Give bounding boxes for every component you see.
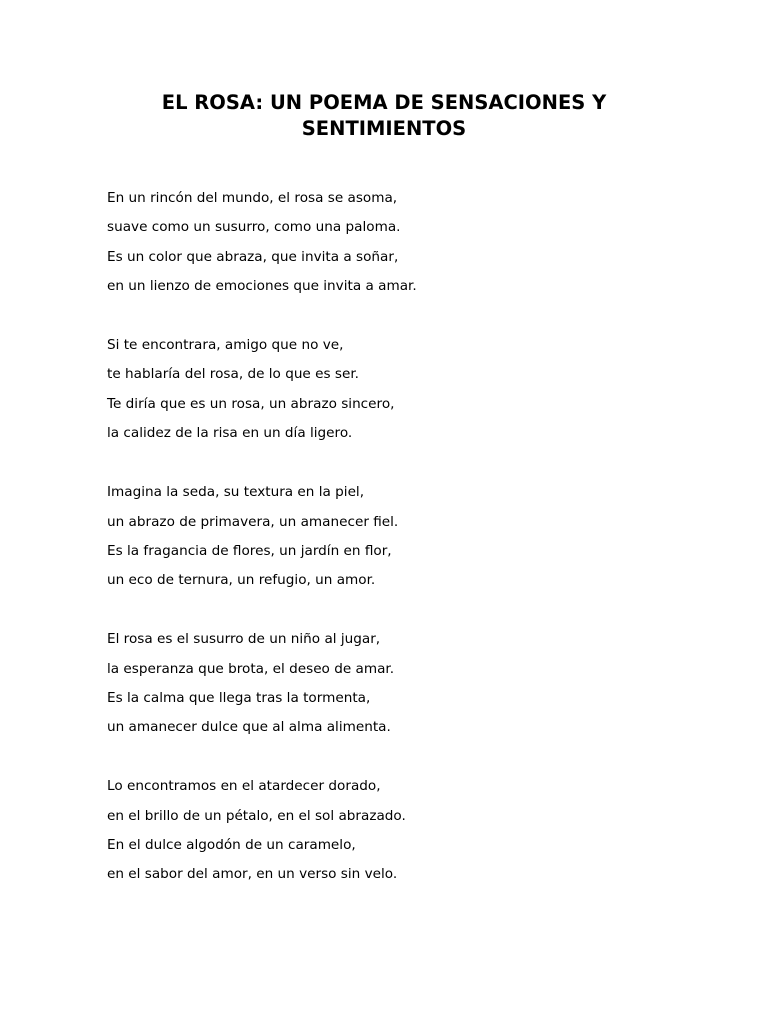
verse-line: en el brillo de un pétalo, en el sol abrazado. <box>107 807 406 824</box>
verse-line: un abrazo de primavera, un amanecer fiel. <box>107 513 399 530</box>
poem-title-line-2: SENTIMIENTOS <box>301 117 467 140</box>
verse-line: en un lienzo de emociones que invita a amar. <box>107 278 417 295</box>
verse-line: Imagina la seda, su textura en la piel, <box>107 484 365 501</box>
stanza-3 <box>107 478 707 596</box>
verse-line: Te diría que es un rosa, un abrazo sincero, <box>107 395 395 412</box>
verse-line: te hablaría del rosa, de lo que es ser. <box>107 366 359 383</box>
verse-line: en el sabor del amor, en un verso sin velo. <box>107 866 398 883</box>
poem-title-line-1: EL ROSA: UN POEMA DE SENSACIONES Y <box>161 91 607 114</box>
stanza-4 <box>107 625 707 743</box>
verse-line: la calidez de la risa en un día ligero. <box>107 425 353 442</box>
stanza-2 <box>107 331 707 449</box>
verse-line: En el dulce algodón de un caramelo, <box>107 837 356 854</box>
verse-line: un amanecer dulce que al alma alimenta. <box>107 719 391 736</box>
verse-line: un eco de ternura, un refugio, un amor. <box>107 572 376 589</box>
stanza-1 <box>107 184 707 302</box>
verse-line: En un rincón del mundo, el rosa se asoma, <box>107 190 398 206</box>
verse-line: El rosa es el susurro de un niño al jugar, <box>107 631 381 648</box>
verse-line: Es la calma que llega tras la tormenta, <box>107 689 371 706</box>
verse-line: suave como un susurro, como una paloma. <box>107 219 401 236</box>
poem-body <box>107 184 707 919</box>
poem-title <box>120 90 648 142</box>
verse-line: Si te encontrara, amigo que no ve, <box>107 337 344 354</box>
verse-line: Lo encontramos en el atardecer dorado, <box>107 778 381 795</box>
verse-line: Es la fragancia de flores, un jardín en flor, <box>107 542 392 559</box>
verse-line: la esperanza que brota, el deseo de amar. <box>107 660 395 677</box>
verse-line: Es un color que abraza, que invita a soñar, <box>107 248 399 265</box>
stanza-5 <box>107 772 707 890</box>
